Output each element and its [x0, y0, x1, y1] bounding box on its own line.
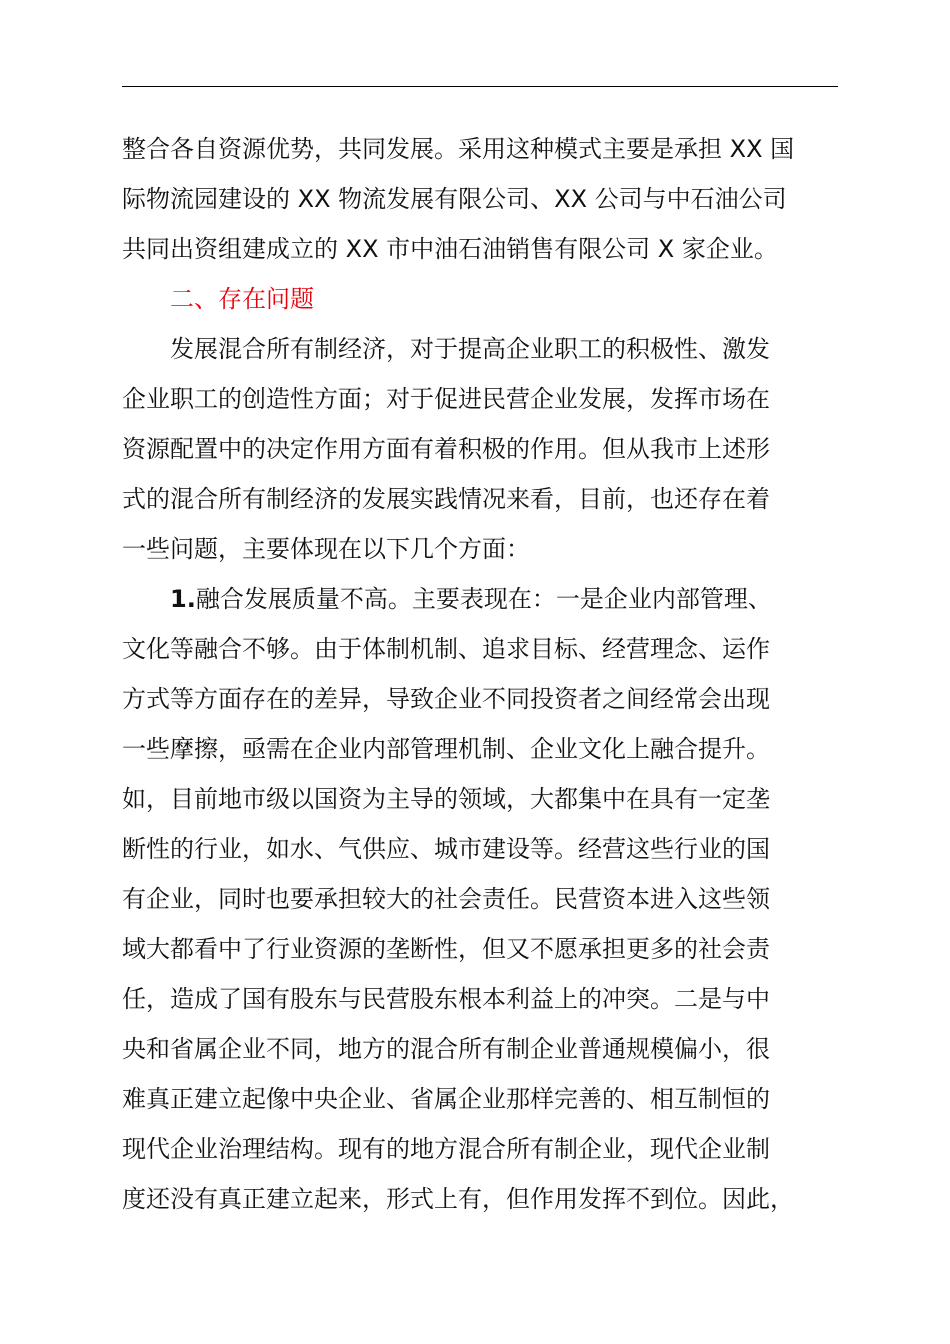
text-line: 一些问题，主要体现在以下几个方面： [122, 535, 530, 563]
text-line: 际物流园建设的 XX 物流发展有限公司、XX 公司与中石油公司 [122, 185, 787, 213]
text-line: 资源配置中的决定作用方面有着积极的作用。但从我市上述形 [122, 435, 770, 463]
text-line: 现代企业治理结构。现有的地方混合所有制企业，现代企业制 [122, 1135, 770, 1163]
text-line: 一些摩擦，亟需在企业内部管理机制、企业文化上融合提升。 [122, 735, 770, 763]
text-line: 域大都看中了行业资源的垄断性，但又不愿承担更多的社会责 [122, 935, 770, 963]
header-rule [122, 86, 838, 87]
section-heading: 二、存在问题 [170, 285, 314, 313]
text-line: 共同出资组建成立的 XX 市中油石油销售有限公司 X 家企业。 [122, 235, 778, 263]
text-line: 央和省属企业不同，地方的混合所有制企业普通规模偏小，很 [122, 1035, 770, 1063]
text-line: 文化等融合不够。由于体制机制、追求目标、经营理念、运作 [122, 635, 770, 663]
text-line: 整合各自资源优势，共同发展。采用这种模式主要是承担 XX 国 [122, 135, 795, 163]
list-item-text: 融合发展质量不高。主要表现在：一是企业内部管理、 [195, 585, 772, 613]
text-line: 发展混合所有制经济，对于提高企业职工的积极性、激发 [170, 335, 770, 363]
text-line: 式的混合所有制经济的发展实践情况来看，目前，也还存在着 [122, 485, 770, 513]
text-line: 断性的行业，如水、气供应、城市建设等。经营这些行业的国 [122, 835, 770, 863]
text-line: 任，造成了国有股东与民营股东根本利益上的冲突。二是与中 [122, 985, 770, 1013]
text-line: 如，目前地市级以国资为主导的领域，大都集中在具有一定垄 [122, 785, 770, 813]
text-line: 有企业，同时也要承担较大的社会责任。民营资本进入这些领 [122, 885, 770, 913]
text-line: 企业职工的创造性方面；对于促进民营企业发展，发挥市场在 [122, 385, 770, 413]
text-line: 度还没有真正建立起来，形式上有，但作用发挥不到位。因此， [122, 1185, 794, 1213]
text-line: 难真正建立起像中央企业、省属企业那样完善的、相互制恒的 [122, 1085, 770, 1113]
text-line: 方式等方面存在的差异，导致企业不同投资者之间经常会出现 [122, 685, 770, 713]
list-item-first-line [170, 584, 772, 614]
list-item-number: 1. [170, 585, 196, 613]
